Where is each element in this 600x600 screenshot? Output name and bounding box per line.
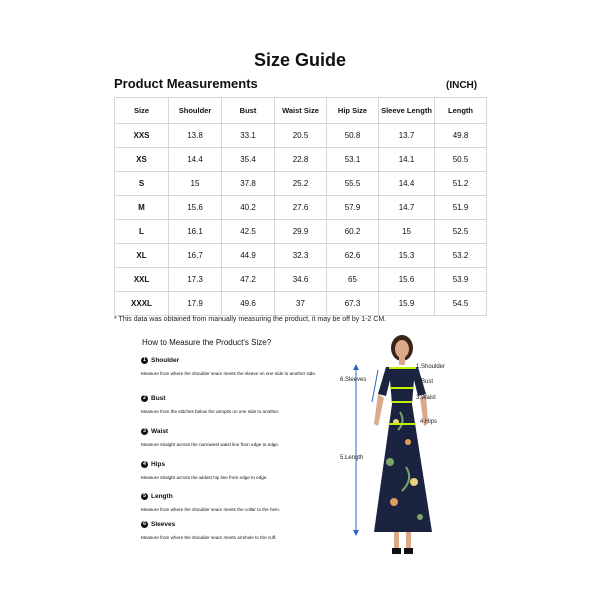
table-cell: L [115, 220, 169, 244]
sleeve-line [372, 370, 378, 402]
table-cell: 15 [379, 220, 435, 244]
table-cell: 34.6 [275, 268, 327, 292]
howto-item-label: Shoulder [151, 357, 180, 364]
label-bust: 2.Bust [416, 379, 434, 385]
header-waist: Waist Size [275, 98, 327, 124]
table-cell: 57.9 [327, 196, 379, 220]
number-6-icon: 6 [141, 521, 148, 528]
number-4-icon: 4 [141, 461, 148, 468]
table-row [115, 220, 487, 244]
table-cell: 25.2 [275, 172, 327, 196]
table-cell: XXXL [115, 292, 169, 316]
howto-item-label: Length [151, 493, 173, 500]
header-bust: Bust [222, 98, 275, 124]
table-cell: 51.9 [435, 196, 487, 220]
table-cell: 52.5 [435, 220, 487, 244]
header-shoulder: Shoulder [169, 98, 222, 124]
howto-item-label: Hips [151, 461, 166, 468]
howto-item-length [141, 493, 341, 513]
howto-item-hips [141, 461, 341, 481]
label-sleeves: 6.Sleeves [340, 377, 367, 383]
table-row [115, 172, 487, 196]
table-cell: S [115, 172, 169, 196]
howto-item-desc: Measure from where the shoulder seam meets the collar to the hem. [141, 507, 281, 512]
howto-item-shoulder [141, 357, 341, 377]
howto-item-bust [141, 395, 341, 415]
header-sleeve: Sleeve Length [379, 98, 435, 124]
table-cell: 15.3 [379, 244, 435, 268]
table-cell: 14.4 [169, 148, 222, 172]
table-cell: 29.9 [275, 220, 327, 244]
table-cell: 53.2 [435, 244, 487, 268]
table-cell: 67.3 [327, 292, 379, 316]
unit-label: (INCH) [446, 80, 478, 91]
table-cell: 14.4 [379, 172, 435, 196]
howto-item-label: Waist [151, 428, 169, 435]
table-cell: 65 [327, 268, 379, 292]
table-cell: 20.5 [275, 124, 327, 148]
table-cell: 62.6 [327, 244, 379, 268]
section-title: Product Measurements [114, 76, 258, 91]
table-cell: 17.9 [169, 292, 222, 316]
table-cell: 17.3 [169, 268, 222, 292]
header-size: Size [115, 98, 169, 124]
howto-item-label: Sleeves [151, 521, 176, 528]
table-cell: 53.1 [327, 148, 379, 172]
table-cell: 15.6 [169, 196, 222, 220]
howto-item-desc: Measure straight across the narrowest waist line from edge to edge. [141, 442, 280, 447]
howto-item-desc: Measure from where the shoulder seam meets the sleeve on one side to another side. [141, 371, 317, 376]
table-cell: 35.4 [222, 148, 275, 172]
howto-item-waist [141, 428, 341, 448]
label-length: 5.Length [340, 455, 364, 461]
measurement-note: * This data was obtained from manually measuring the product, it may be off by 1-2 CM. [114, 316, 387, 323]
howto-item-desc: Measure straight across the widest hip line from edge to edge. [141, 475, 268, 480]
table-cell: 49.6 [222, 292, 275, 316]
table-cell: 13.8 [169, 124, 222, 148]
table-cell: 55.5 [327, 172, 379, 196]
table-cell: M [115, 196, 169, 220]
table-row [115, 196, 487, 220]
label-waist: 3.Waist [416, 395, 436, 401]
table-row [115, 148, 487, 172]
header-length: Length [435, 98, 487, 124]
table-cell: 16.1 [169, 220, 222, 244]
number-1-icon: 1 [141, 357, 148, 364]
model-figure [334, 332, 464, 562]
table-cell: 32.3 [275, 244, 327, 268]
table-cell: 47.2 [222, 268, 275, 292]
table-cell: 33.1 [222, 124, 275, 148]
howto-item-desc: Measure from the stitches below the armpits on one side to another. [141, 409, 280, 414]
table-row [115, 244, 487, 268]
table-cell: 37.8 [222, 172, 275, 196]
table-cell: XXL [115, 268, 169, 292]
table-cell: 50.5 [435, 148, 487, 172]
table-row [115, 124, 487, 148]
label-hips: 4.Hips [420, 419, 438, 425]
table-cell: 49.8 [435, 124, 487, 148]
table-header-row [115, 98, 487, 124]
table-cell: 27.6 [275, 196, 327, 220]
howto-item-desc: Measure from where the shoulder seam meets armhole to the cuff. [141, 535, 277, 540]
table-cell: 15.6 [379, 268, 435, 292]
label-shoulder: 1.Shoulder [416, 364, 446, 370]
table-cell: 14.1 [379, 148, 435, 172]
table-cell: 13.7 [379, 124, 435, 148]
table-row [115, 268, 487, 292]
table-cell: XL [115, 244, 169, 268]
table-cell: 51.2 [435, 172, 487, 196]
table-cell: 16.7 [169, 244, 222, 268]
number-2-icon: 2 [141, 395, 148, 402]
table-cell: 22.8 [275, 148, 327, 172]
table-cell: 53.9 [435, 268, 487, 292]
table-cell: 44.9 [222, 244, 275, 268]
table-cell: 60.2 [327, 220, 379, 244]
number-5-icon: 5 [141, 493, 148, 500]
size-table [114, 97, 487, 316]
table-cell: 54.5 [435, 292, 487, 316]
howto-item-sleeves [141, 521, 341, 541]
table-cell: 40.2 [222, 196, 275, 220]
table-cell: 14.7 [379, 196, 435, 220]
number-3-icon: 3 [141, 428, 148, 435]
table-cell: 15.9 [379, 292, 435, 316]
table-cell: XXS [115, 124, 169, 148]
table-cell: 37 [275, 292, 327, 316]
table-cell: 15 [169, 172, 222, 196]
header-hip: Hip Size [327, 98, 379, 124]
table-cell: 50.8 [327, 124, 379, 148]
table-row [115, 292, 487, 316]
howto-title: How to Measure the Product's Size? [142, 338, 272, 347]
table-cell: XS [115, 148, 169, 172]
table-cell: 42.5 [222, 220, 275, 244]
page-title: Size Guide [253, 50, 347, 70]
howto-item-label: Bust [151, 395, 166, 402]
